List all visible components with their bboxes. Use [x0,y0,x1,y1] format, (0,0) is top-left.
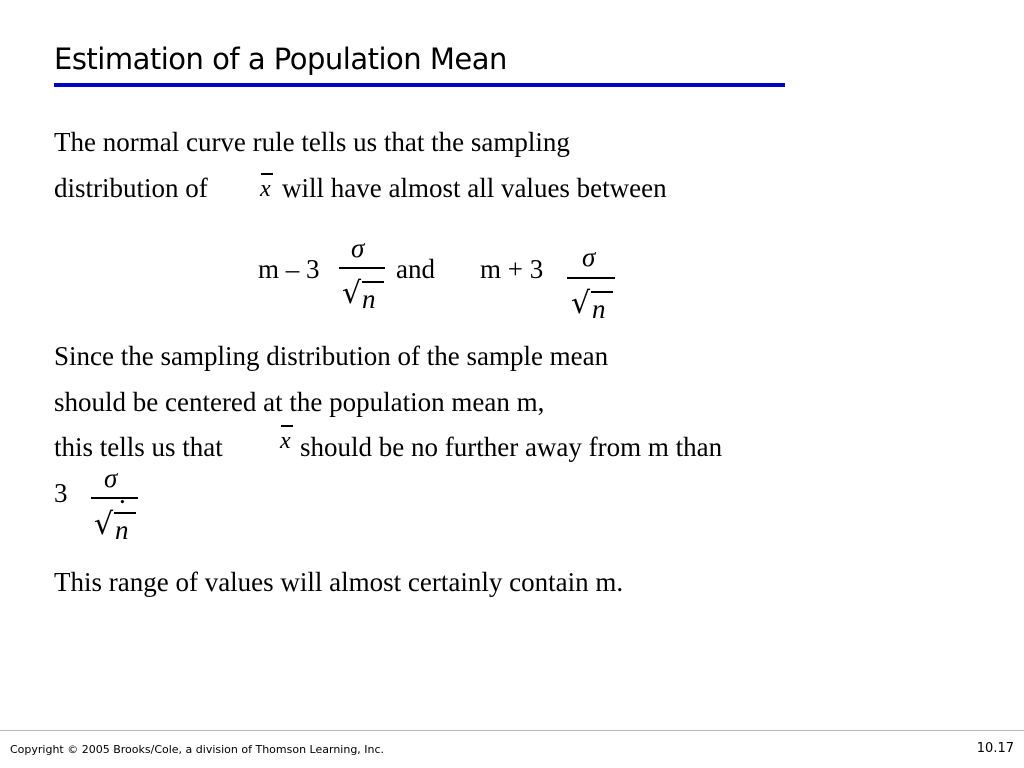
paragraph-2-line-1: Since the sampling distribution of the sample mean [54,341,609,371]
paragraph-2-line-2: should be centered at the population mean m, [54,387,545,417]
sqrt-symbol: √ [342,276,362,311]
paragraph-2-line-3-end: should be no further away from m than [300,432,723,462]
copyright-text: Copyright © 2005 Brooks/Cole, a division of Thomson Learning, Inc. [10,743,385,756]
paragraph-1-line-2-start: distribution of [54,173,208,203]
paragraph-1-line-1: The normal curve rule tells us that the sampling [54,127,570,157]
formula-left-prefix: m – 3 [258,254,320,284]
sqrt-overline [114,512,136,514]
sqrt-symbol: √ [94,507,114,542]
slide-number: 10.17 [976,741,1014,756]
n-symbol: n [115,515,129,545]
title-underline [54,83,785,87]
slide-title: Estimation of a Population Mean [54,42,507,76]
paragraph-2-line-4: 3 [54,478,68,508]
paragraph-2-line-3 [54,434,223,461]
fraction-bar [567,277,615,279]
fraction-bar [91,497,138,499]
sqrt-overline [362,281,384,283]
formula-and: and [396,254,435,284]
n-symbol: n [362,284,376,314]
period: . [119,479,126,509]
xbar-letter: x [280,428,291,454]
xbar-symbol [280,428,291,455]
paragraph-1-line-2-end: will have almost all values between [282,173,667,203]
fraction-bar [339,267,385,269]
paragraph-3-line-1: This range of values will almost certainly contain m. [54,567,624,597]
sigma-symbol: σ [351,233,365,263]
sigma-symbol: σ [582,242,596,272]
xbar-symbol [260,176,271,203]
xbar-overline [281,425,293,427]
paragraph-1-line-2 [54,175,208,202]
xbar-letter: x [260,176,271,202]
formula-right-prefix: m + 3 [480,254,544,284]
sqrt-overline [591,291,613,293]
n-symbol: n [592,294,606,324]
footer-divider [0,730,1024,731]
sigma-symbol: σ [104,463,118,493]
paragraph-2-line-3-start: this tells us that [54,432,223,462]
xbar-overline [261,173,273,175]
sqrt-symbol: √ [571,286,591,321]
